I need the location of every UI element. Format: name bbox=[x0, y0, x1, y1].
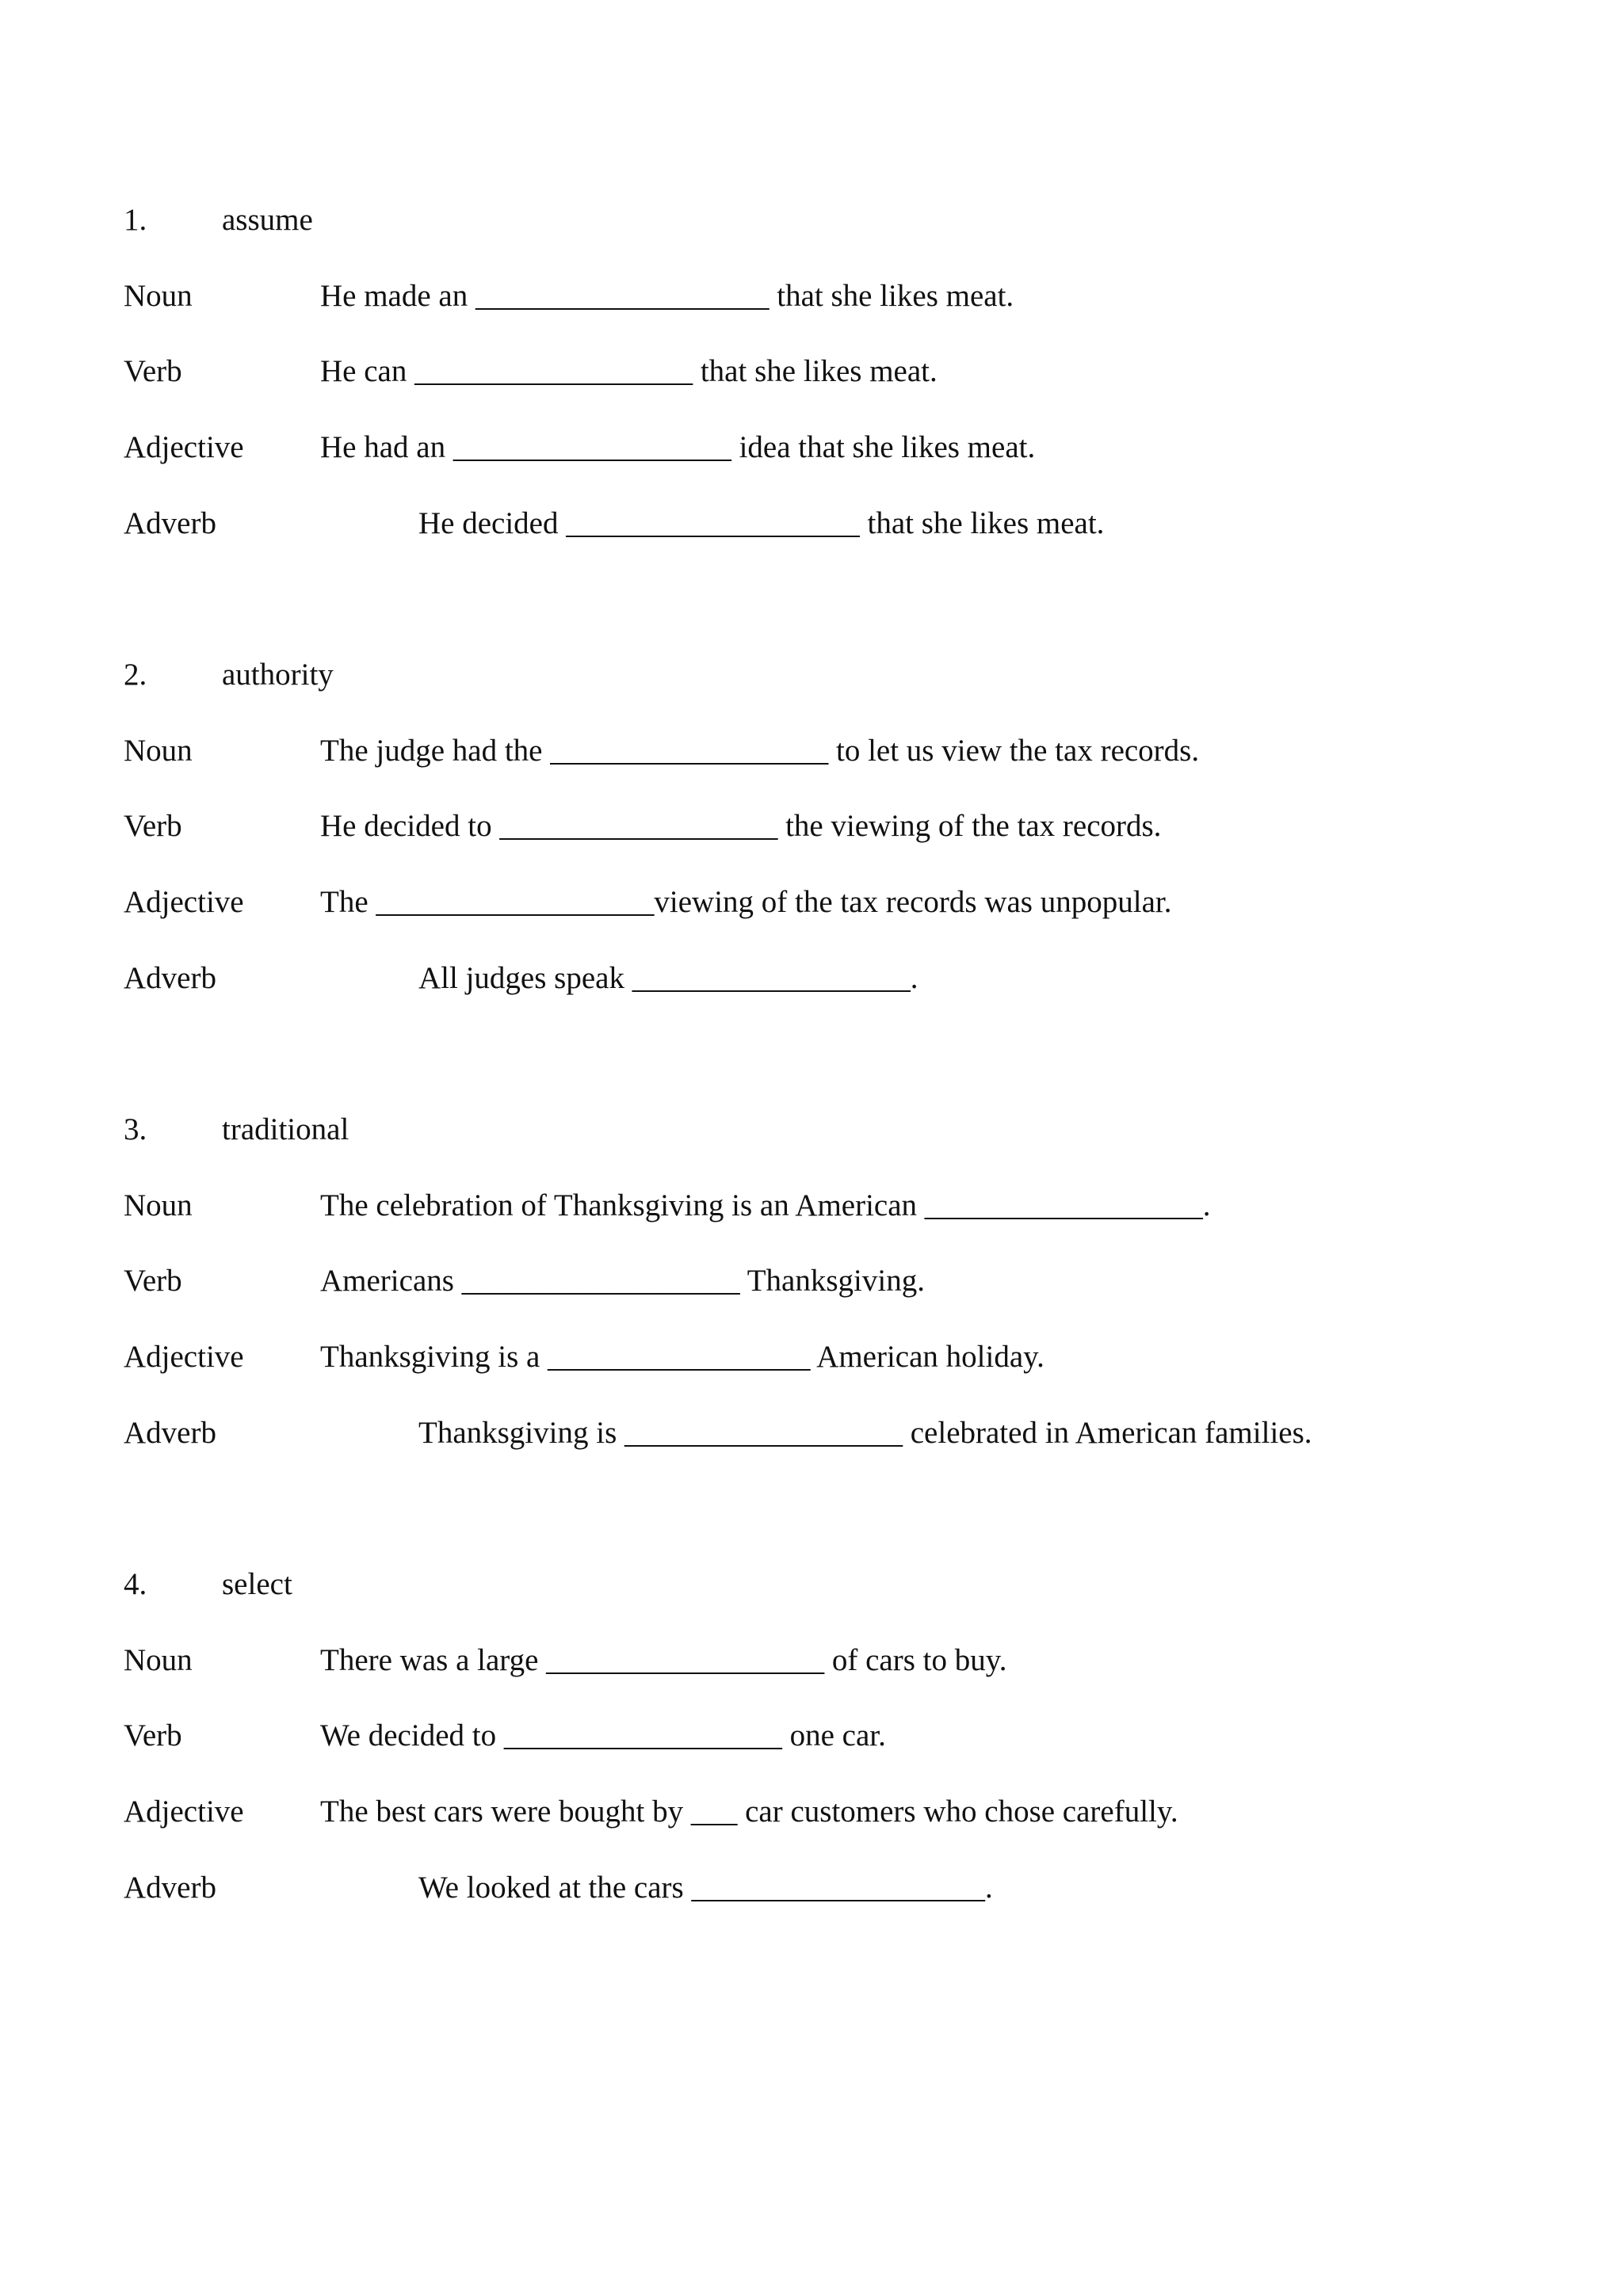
part-of-speech-label: Adverb bbox=[124, 961, 216, 995]
sentence-text: Americans __________________ Thanksgiving. bbox=[320, 1264, 925, 1298]
section-number: 2. bbox=[124, 658, 147, 692]
part-of-speech-label: Verb bbox=[124, 1264, 182, 1298]
part-of-speech-label: Noun bbox=[124, 734, 193, 768]
part-of-speech-label: Adjective bbox=[124, 1794, 244, 1829]
sentence-text: The judge had the __________________ to let us view the tax records. bbox=[320, 734, 1200, 768]
part-of-speech-label: Adverb bbox=[124, 1416, 216, 1450]
part-of-speech-label: Verb bbox=[124, 354, 182, 388]
sentence-text: We decided to __________________ one car. bbox=[320, 1718, 886, 1753]
part-of-speech-label: Verb bbox=[124, 809, 182, 843]
sentence-text: The celebration of Thanksgiving is an American __________________. bbox=[320, 1188, 1211, 1222]
section-word: select bbox=[222, 1567, 292, 1601]
sentence-text: He decided ___________________ that she likes meat. bbox=[418, 506, 1105, 540]
sentence-text: The __________________viewing of the tax records was unpopular. bbox=[320, 885, 1172, 919]
section-word: assume bbox=[222, 203, 313, 237]
sentence-text: Thanksgiving is a _________________ American holiday. bbox=[320, 1340, 1044, 1374]
part-of-speech-label: Noun bbox=[124, 1188, 193, 1222]
section-number: 3. bbox=[124, 1112, 147, 1146]
sentence-text: He can __________________ that she likes meat. bbox=[320, 354, 938, 388]
part-of-speech-label: Adjective bbox=[124, 885, 244, 919]
part-of-speech-label: Adverb bbox=[124, 506, 216, 540]
section-number: 4. bbox=[124, 1567, 147, 1601]
sentence-text: All judges speak __________________. bbox=[418, 961, 918, 995]
part-of-speech-label: Noun bbox=[124, 279, 193, 313]
sentence-text: He made an ___________________ that she likes meat. bbox=[320, 279, 1014, 313]
section-word: authority bbox=[222, 658, 334, 692]
part-of-speech-label: Noun bbox=[124, 1643, 193, 1677]
part-of-speech-label: Verb bbox=[124, 1718, 182, 1753]
sentence-text: There was a large __________________ of cars to buy. bbox=[320, 1643, 1007, 1677]
section-word: traditional bbox=[222, 1112, 349, 1146]
sentence-text: He had an __________________ idea that she likes meat. bbox=[320, 430, 1036, 464]
sentence-text: He decided to __________________ the viewing of the tax records. bbox=[320, 809, 1162, 843]
sentence-text: We looked at the cars ___________________. bbox=[418, 1871, 993, 1905]
part-of-speech-label: Adjective bbox=[124, 1340, 244, 1374]
sentence-text: Thanksgiving is __________________ celebrated in American families. bbox=[418, 1416, 1312, 1450]
sentence-text: The best cars were bought by ___ car customers who chose carefully. bbox=[320, 1794, 1178, 1829]
section-number: 1. bbox=[124, 203, 147, 237]
part-of-speech-label: Adjective bbox=[124, 430, 244, 464]
part-of-speech-label: Adverb bbox=[124, 1871, 216, 1905]
